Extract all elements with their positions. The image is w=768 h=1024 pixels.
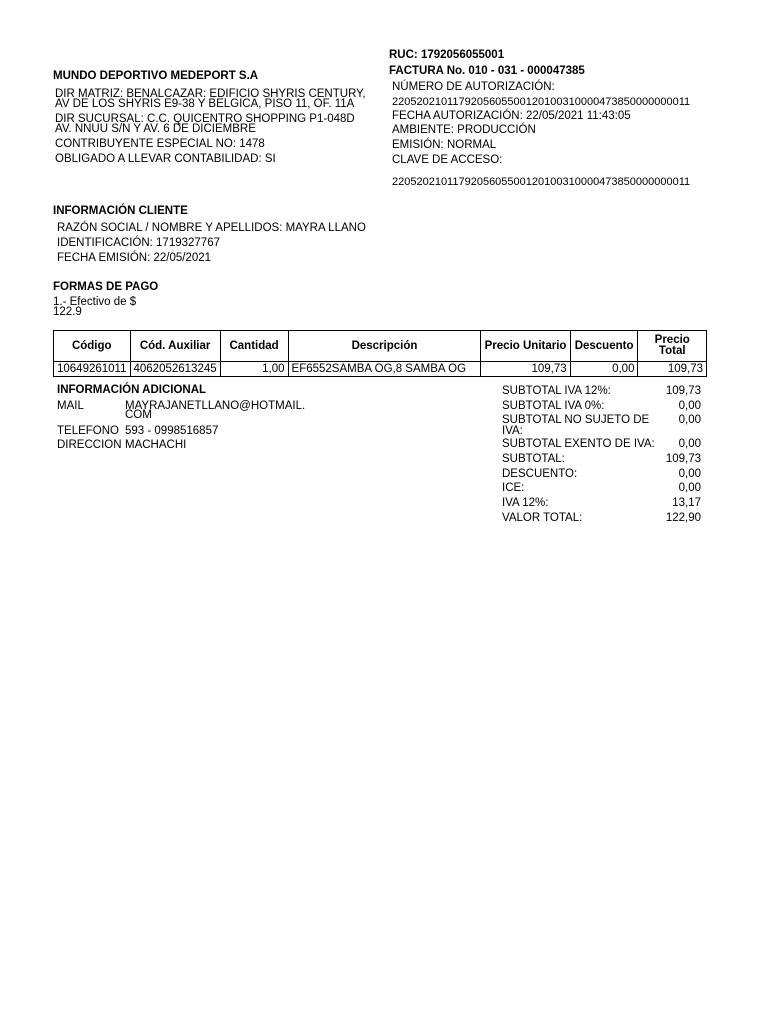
total-row [502,496,701,511]
col-precio-total-line2: Total [658,345,686,357]
clave-acceso-value: 2205202101179205605500120100310000473850000000011 [392,176,691,188]
total-value: 122,90 [665,511,701,524]
fecha-autorizacion: FECHA AUTORIZACIÓN: 22/05/2021 11:43:05 [392,110,631,122]
total-row [502,511,701,526]
col-descripcion: Descripción [288,331,481,362]
mail-value-line1: MAYRAJANETLLANO@HOTMAIL. [125,400,306,412]
total-value: 0,00 [678,399,701,412]
obligado-contabilidad: OBLIGADO A LLEVAR CONTABILIDAD: SI [55,153,276,165]
cell-precio-unitario: 109,73 [481,362,570,377]
factura-number: FACTURA No. 010 - 031 - 000047385 [389,65,585,77]
payment-heading: FORMAS DE PAGO [53,281,159,293]
ruc: RUC: 1792056055001 [389,49,505,61]
total-value: 109,73 [665,385,701,397]
emision: EMISIÓN: NORMAL [392,139,497,151]
col-descuento: Descuento [570,331,638,362]
col-codigo: Código [54,331,131,362]
contribuyente-especial: CONTRIBUYENTE ESPECIAL NO: 1478 [55,138,265,150]
total-label: SUBTOTAL IVA 0%: [502,399,605,412]
total-row [502,467,701,482]
mail-value-line2: COM [125,409,152,421]
total-label: DESCUENTO: [502,467,578,480]
table-row [54,362,707,377]
total-label: SUBTOTAL: [502,453,565,466]
total-value: 0,00 [678,482,701,495]
col-cod-auxiliar: Cód. Auxiliar [130,331,220,362]
cell-descripcion: EF6552SAMBA OG,8 SAMBA OG [288,362,481,377]
client-razon-social: RAZÓN SOCIAL / NOMBRE Y APELLIDOS: MAYRA LLANO [57,222,366,234]
cell-cod-auxiliar: 4062052613245 [130,362,220,377]
total-row [502,437,701,452]
autorizacion-label: NÚMERO DE AUTORIZACIÓN: [392,81,555,93]
total-row [502,413,701,437]
payment-line1: 1.- Efectivo de $ [53,296,137,308]
total-label: IVA 12%: [502,497,549,510]
totals-block [502,384,701,526]
total-value: 13,17 [672,497,701,510]
direccion-label: DIRECCION [57,439,122,451]
telefono-value: 593 - 0998516857 [125,425,219,437]
items-table [53,330,707,377]
total-label: ICE: [502,482,525,495]
col-precio-unitario: Precio Unitario [481,331,570,362]
total-row [502,384,701,399]
mail-label: MAIL [57,400,84,412]
cell-cantidad: 1,00 [220,362,288,377]
cell-precio-total: 109,73 [638,362,707,377]
col-precio-total [638,331,707,362]
client-heading: INFORMACIÓN CLIENTE [53,205,188,217]
issuer-name: MUNDO DEPORTIVO MEDEPORT S.A [53,70,259,82]
col-precio-total-line1: Precio [654,334,690,346]
total-label: SUBTOTAL IVA 12%: [502,385,611,397]
client-identificacion: IDENTIFICACIÓN: 1719327767 [57,237,220,249]
col-cantidad: Cantidad [220,331,288,362]
total-value: 0,00 [678,438,701,451]
dir-sucursal-line2: AV. NNUU S/N Y AV. 6 DE DICIEMBRE [55,123,256,135]
total-label: VALOR TOTAL: [502,511,583,524]
direccion-value: MACHACHI [125,439,187,451]
autorizacion-number: 2205202101179205605500120100310000473850000000011 [392,96,691,108]
additional-heading: INFORMACIÓN ADICIONAL [57,384,207,396]
telefono-label: TELEFONO [57,425,119,437]
payment-line2: 122.9 [53,306,82,318]
ambiente: AMBIENTE: PRODUCCIÓN [392,124,536,136]
cell-codigo: 10649261011 [54,362,131,377]
dir-matriz-line1: DIR MATRIZ: BENALCAZAR: EDIFICIO SHYRIS CENTURY, [55,88,366,100]
items-header-row [54,331,707,362]
total-row [502,481,701,496]
client-fecha-emision: FECHA EMISIÓN: 22/05/2021 [57,252,212,264]
total-value: 109,73 [665,453,701,466]
dir-matriz-line2: AV DE LOS SHYRIS E9-38 Y BELGICA, PISO 11, OF. 11A [55,98,355,110]
total-label: SUBTOTAL NO SUJETO DE IVA: [502,414,650,438]
total-value: 0,00 [678,414,701,427]
total-row [502,399,701,414]
clave-acceso-label: CLAVE DE ACCESO: [392,154,503,166]
total-row [502,452,701,467]
total-value: 0,00 [678,467,701,480]
cell-descuento: 0,00 [570,362,638,377]
dir-sucursal-line1: DIR SUCURSAL: C.C. QUICENTRO SHOPPING P1-048D [55,113,355,125]
total-label: SUBTOTAL EXENTO DE IVA: [502,438,655,451]
